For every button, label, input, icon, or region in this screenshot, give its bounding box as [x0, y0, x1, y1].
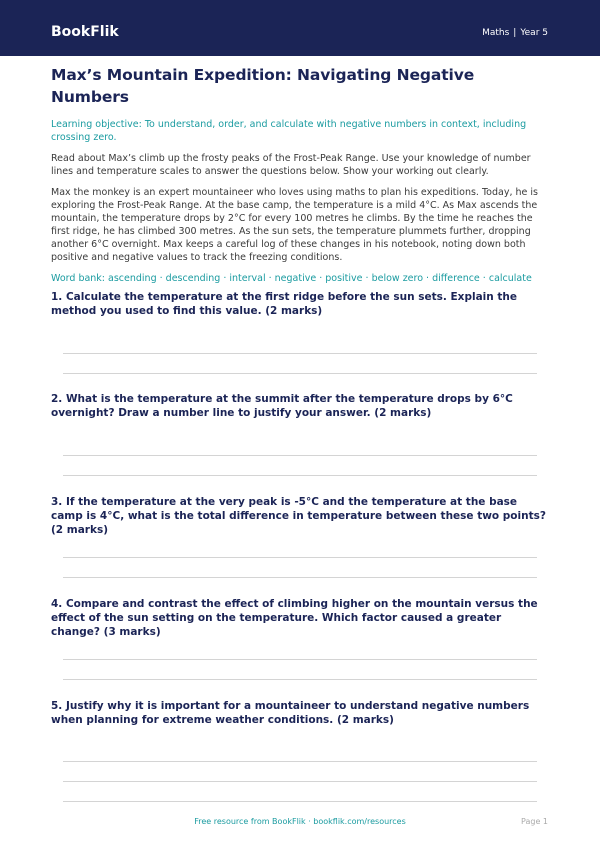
question-text: 3. If the temperature at the very peak is -5°C and the temperature at the base camp is 4°C, what is the total difference in temperature between these two points? (2 marks) — [51, 496, 546, 536]
brand-logo: BookFlik — [51, 24, 119, 40]
answer-line[interactable] — [63, 801, 537, 802]
answer-line[interactable] — [63, 353, 537, 354]
meta-separator: | — [513, 28, 517, 38]
question-text: 5. Justify why it is important for a mountaineer to understand negative numbers when planning for extreme weather conditions. (2 marks) — [51, 700, 530, 726]
footer-credit: Free resource from BookFlik · bookflik.com/resources — [194, 817, 406, 826]
answer-line[interactable] — [63, 659, 537, 660]
year-label: Year 5 — [520, 28, 548, 38]
answer-line[interactable] — [63, 455, 537, 456]
answer-line[interactable] — [63, 475, 537, 476]
subject-year — [482, 27, 548, 39]
story-paragraph: Max the monkey is an expert mountaineer who loves using maths to plan his expeditions. Today, he is exploring the Frost-Peak Range. At the base camp, the temperature is a mild 4°C. As Max ascends the mountain, the temperature drops by 2°C for every 100 metres he climbs. By the time he reaches the first ridge, he has climbed 300 metres. As the sun sets, the temperature plummets further, dropping another 6°C overnight. Max keeps a careful log of these changes in his notebook, noting down both positive and negative values to track the freezing conditions. — [51, 187, 538, 263]
question-1 — [51, 290, 551, 318]
header-bar — [0, 0, 600, 56]
answer-line[interactable] — [63, 679, 537, 680]
subject-label: Maths — [482, 28, 510, 38]
answer-line[interactable] — [63, 577, 537, 578]
intro-paragraph: Read about Max’s climb up the frosty peaks of the Frost-Peak Range. Use your knowledge of number lines and temperature scales to answer the questions below. Show your working out clearly. — [51, 153, 531, 177]
question-text: 4. Compare and contrast the effect of climbing higher on the mountain versus the effect of the sun setting on the temperature. Which factor caused a greater change? (3 marks) — [51, 598, 538, 638]
intro-section — [51, 64, 551, 285]
question-3 — [51, 495, 551, 537]
word-bank: Word bank: ascending · descending · interval · negative · positive · below zero · difference · calculate — [51, 273, 532, 284]
page-title: Max’s Mountain Expedition: Navigating Negative Numbers — [51, 66, 475, 106]
answer-line[interactable] — [63, 781, 537, 782]
answer-line[interactable] — [63, 373, 537, 374]
question-4 — [51, 597, 551, 639]
question-2 — [51, 392, 551, 420]
question-text: 1. Calculate the temperature at the first ridge before the sun sets. Explain the method you used to find this value. (2 marks) — [51, 291, 518, 317]
page-number: Page 1 — [521, 817, 548, 826]
question-text: 2. What is the temperature at the summit after the temperature drops by 6°C overnight? Draw a number line to justify your answer. (2 marks) — [51, 393, 513, 419]
answer-line[interactable] — [63, 557, 537, 558]
answer-line[interactable] — [63, 761, 537, 762]
learning-objective: Learning objective: To understand, order, and calculate with negative numbers in context, including crossing zero. — [51, 119, 527, 143]
question-5 — [51, 699, 551, 727]
